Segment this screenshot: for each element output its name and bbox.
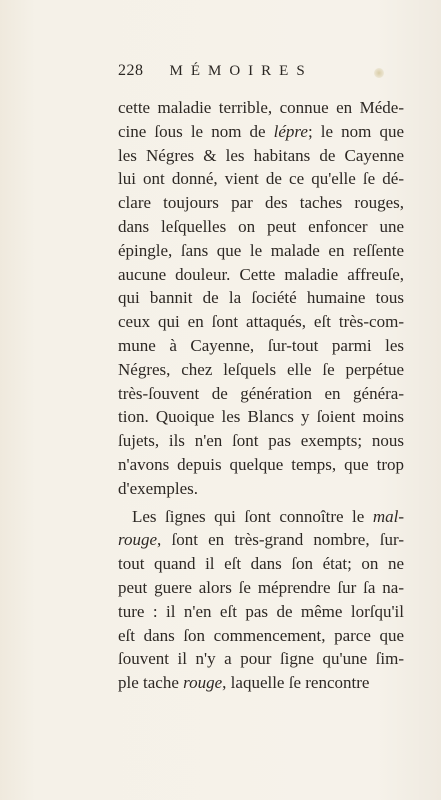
text-line: cine ſous le nom de lépre; le nom que [118,121,404,141]
text-line: épingle, ſans que le malade en reſſente [118,240,404,260]
text-line: dans leſquelles on peut enfoncer une [118,216,404,236]
text-line: les Négres & les habitans de Cayenne [118,145,404,165]
text-line: clare toujours par des taches rouges, [118,193,404,213]
text-line: ple tache rouge, laquelle ſe rencontre [118,673,370,693]
text-line: d'exemples. [118,478,199,498]
text-line: eſt dans ſon commencement, parce que [118,625,404,645]
text-line: tout quand il eſt dans ſon état; on ne [118,554,404,574]
text-line: ture : il n'en eſt pas de même lorſqu'il [118,601,404,621]
body-text [118,96,404,695]
page-header [118,62,388,86]
page-number: 228 [118,62,144,79]
text-line: tion. Quoique les Blancs y ſoient moins [118,407,404,427]
text-line: ſujets, ils n'en ſont pas exempts; nous [118,431,404,451]
paragraph-2 [118,505,404,695]
text-line: rouge, ſont en très-grand nombre, ſur- [118,530,404,550]
text-line: ceux qui en ſont attaqués, eſt très-com- [118,312,404,332]
text-line: qui bannit de la ſociété humaine tous [118,288,404,308]
text-line: peut guere alors ſe méprendre ſur ſa na- [118,577,404,597]
ink-spot-decoration [374,68,384,78]
text-line: Négres, chez leſquels elle ſe perpétue [118,359,404,379]
text-line: n'avons depuis quelque temps, que trop [118,454,404,474]
text-line: mune à Cayenne, ſur-tout parmi les [118,335,404,355]
text-line: ſouvent il n'y a pour ſigne qu'une ſim- [118,649,404,669]
text-line: cette maladie terrible, connue en Méde- [118,98,404,117]
text-line: Les ſignes qui ſont connoître le mal- [132,506,404,526]
text-line: très-ſouvent de génération en généra- [118,383,404,403]
paragraph-1 [118,96,404,501]
text-line: aucune douleur. Cette maladie affreuſe, [118,264,404,284]
text-line: lui ont donné, vient de ce qu'elle ſe dé- [118,169,404,189]
running-head: MÉMOIRES [169,63,313,79]
